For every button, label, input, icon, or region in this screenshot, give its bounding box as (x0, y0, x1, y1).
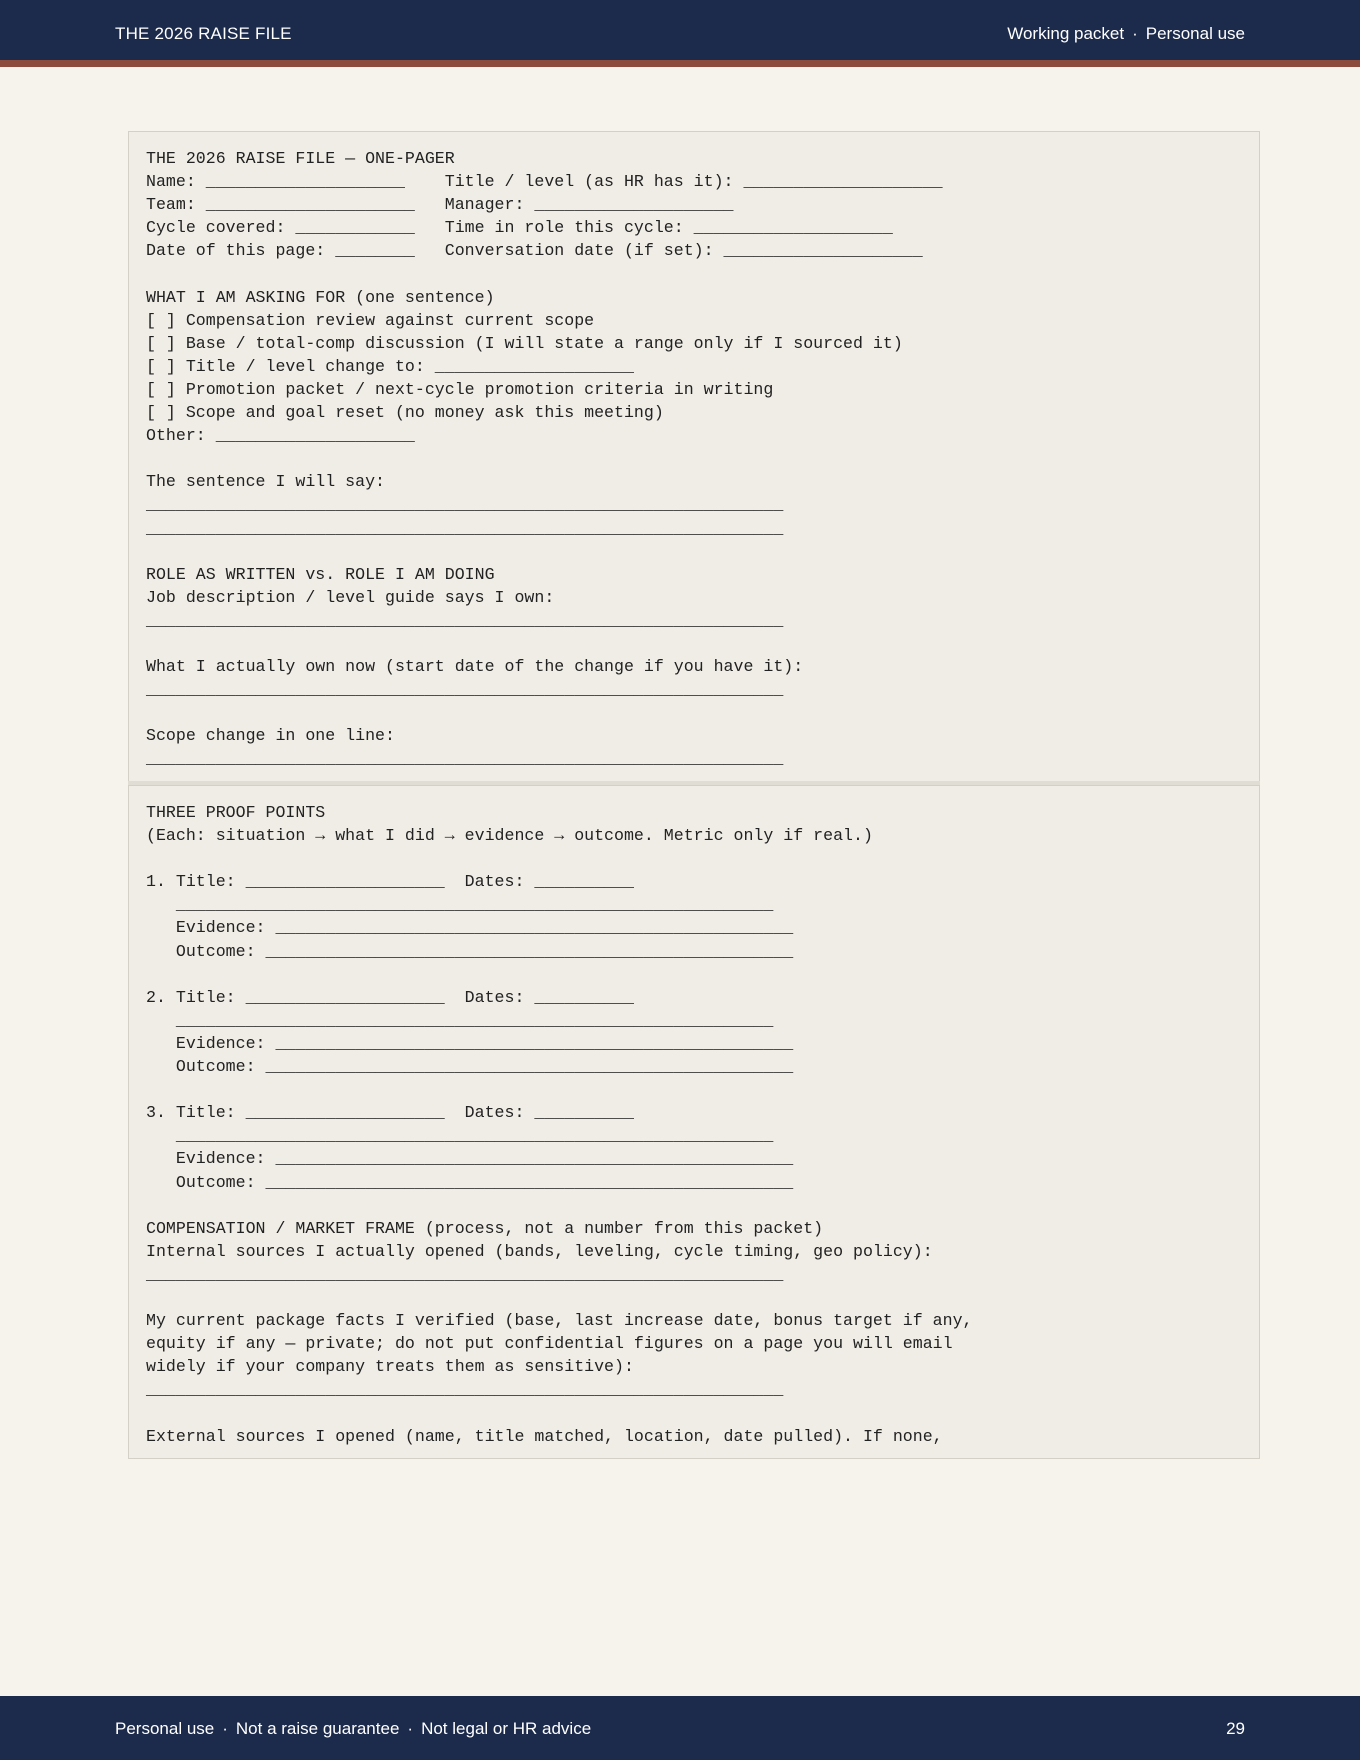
header-meta (1007, 24, 1245, 44)
footer-disclaimers (115, 1719, 591, 1739)
worksheet-text-one-pager: THE 2026 RAISE FILE — ONE-PAGER Name: ____________________ Title / level (as HR has it): ____________________ Team: _____________________ Manager: ____________________ Cycle covered: ____________ Time in role this cycle: ____________________ Date of this page: ________ Conversation date (if set): ____________________ WHAT I AM ASKING FOR (one sentence) [ ] Compensation review against current scope [ ] Base / total-comp discussion (I will state a range only if I sourced it) [ ] Title / level change to: ____________________ [ ] Promotion packet / next-cycle promotion criteria in writing [ ] Scope and goal reset (no money ask this meeting) Other: ____________________ The sentence I will say: ________________________________________________________________ ________________________________________________________________ ROLE AS WRITTEN vs. ROLE I AM DOING Job description / level guide says I own: ________________________________________________________________ What I actually own now (start date of the change if you have it): ________________________________________________________________ Scope change in one line: ________________________________________________________________ (146, 149, 943, 769)
footer-personal-use: Personal use (115, 1719, 215, 1738)
header-separator: · (1132, 24, 1138, 43)
page-header (0, 0, 1360, 67)
page-footer (0, 1696, 1360, 1760)
footer-separator: · (407, 1719, 414, 1738)
worksheet-panel-one-pager (128, 131, 1260, 783)
worksheet-panel-proof-points (128, 785, 1260, 1459)
footer-separator: · (222, 1719, 228, 1738)
page-number: 29 (1226, 1719, 1245, 1738)
header-meta-personal-use: Personal use (1145, 24, 1245, 43)
footer-not-a-raise-guarantee: Not a raise guarantee (235, 1719, 400, 1738)
worksheet-text-proof-points: THREE PROOF POINTS (Each: situation → what I did → evidence → outcome. Metric only if real.) 1. Title: ____________________ Dates: __________ ____________________________________________________________ Evidence: ____________________________________________________ Outcome: _____________________________________________________ 2. Title: ____________________ Dates: __________ ____________________________________________________________ Evidence: ____________________________________________________ Outcome: _____________________________________________________ 3. Title: ____________________ Dates: __________ ____________________________________________________________ Evidence: ____________________________________________________ Outcome: _____________________________________________________ COMPENSATION / MARKET FRAME (process, not a number from this packet) Internal sources I actually opened (bands, leveling, cycle timing, geo policy): ________________________________________________________________ My current package facts I verified (base, last increase date, bonus target if any, equity if any — private; do not put confidential figures on a page you will email widely if your company treats them as sensitive): ________________________________________________________________ External sources I opened (name, title matched, location, date pulled). If none, (146, 803, 973, 1446)
footer-not-legal-advice: Not legal or HR advice (421, 1719, 592, 1738)
header-meta-working-packet: Working packet (1007, 24, 1125, 43)
document-title: THE 2026 RAISE FILE (115, 24, 292, 43)
